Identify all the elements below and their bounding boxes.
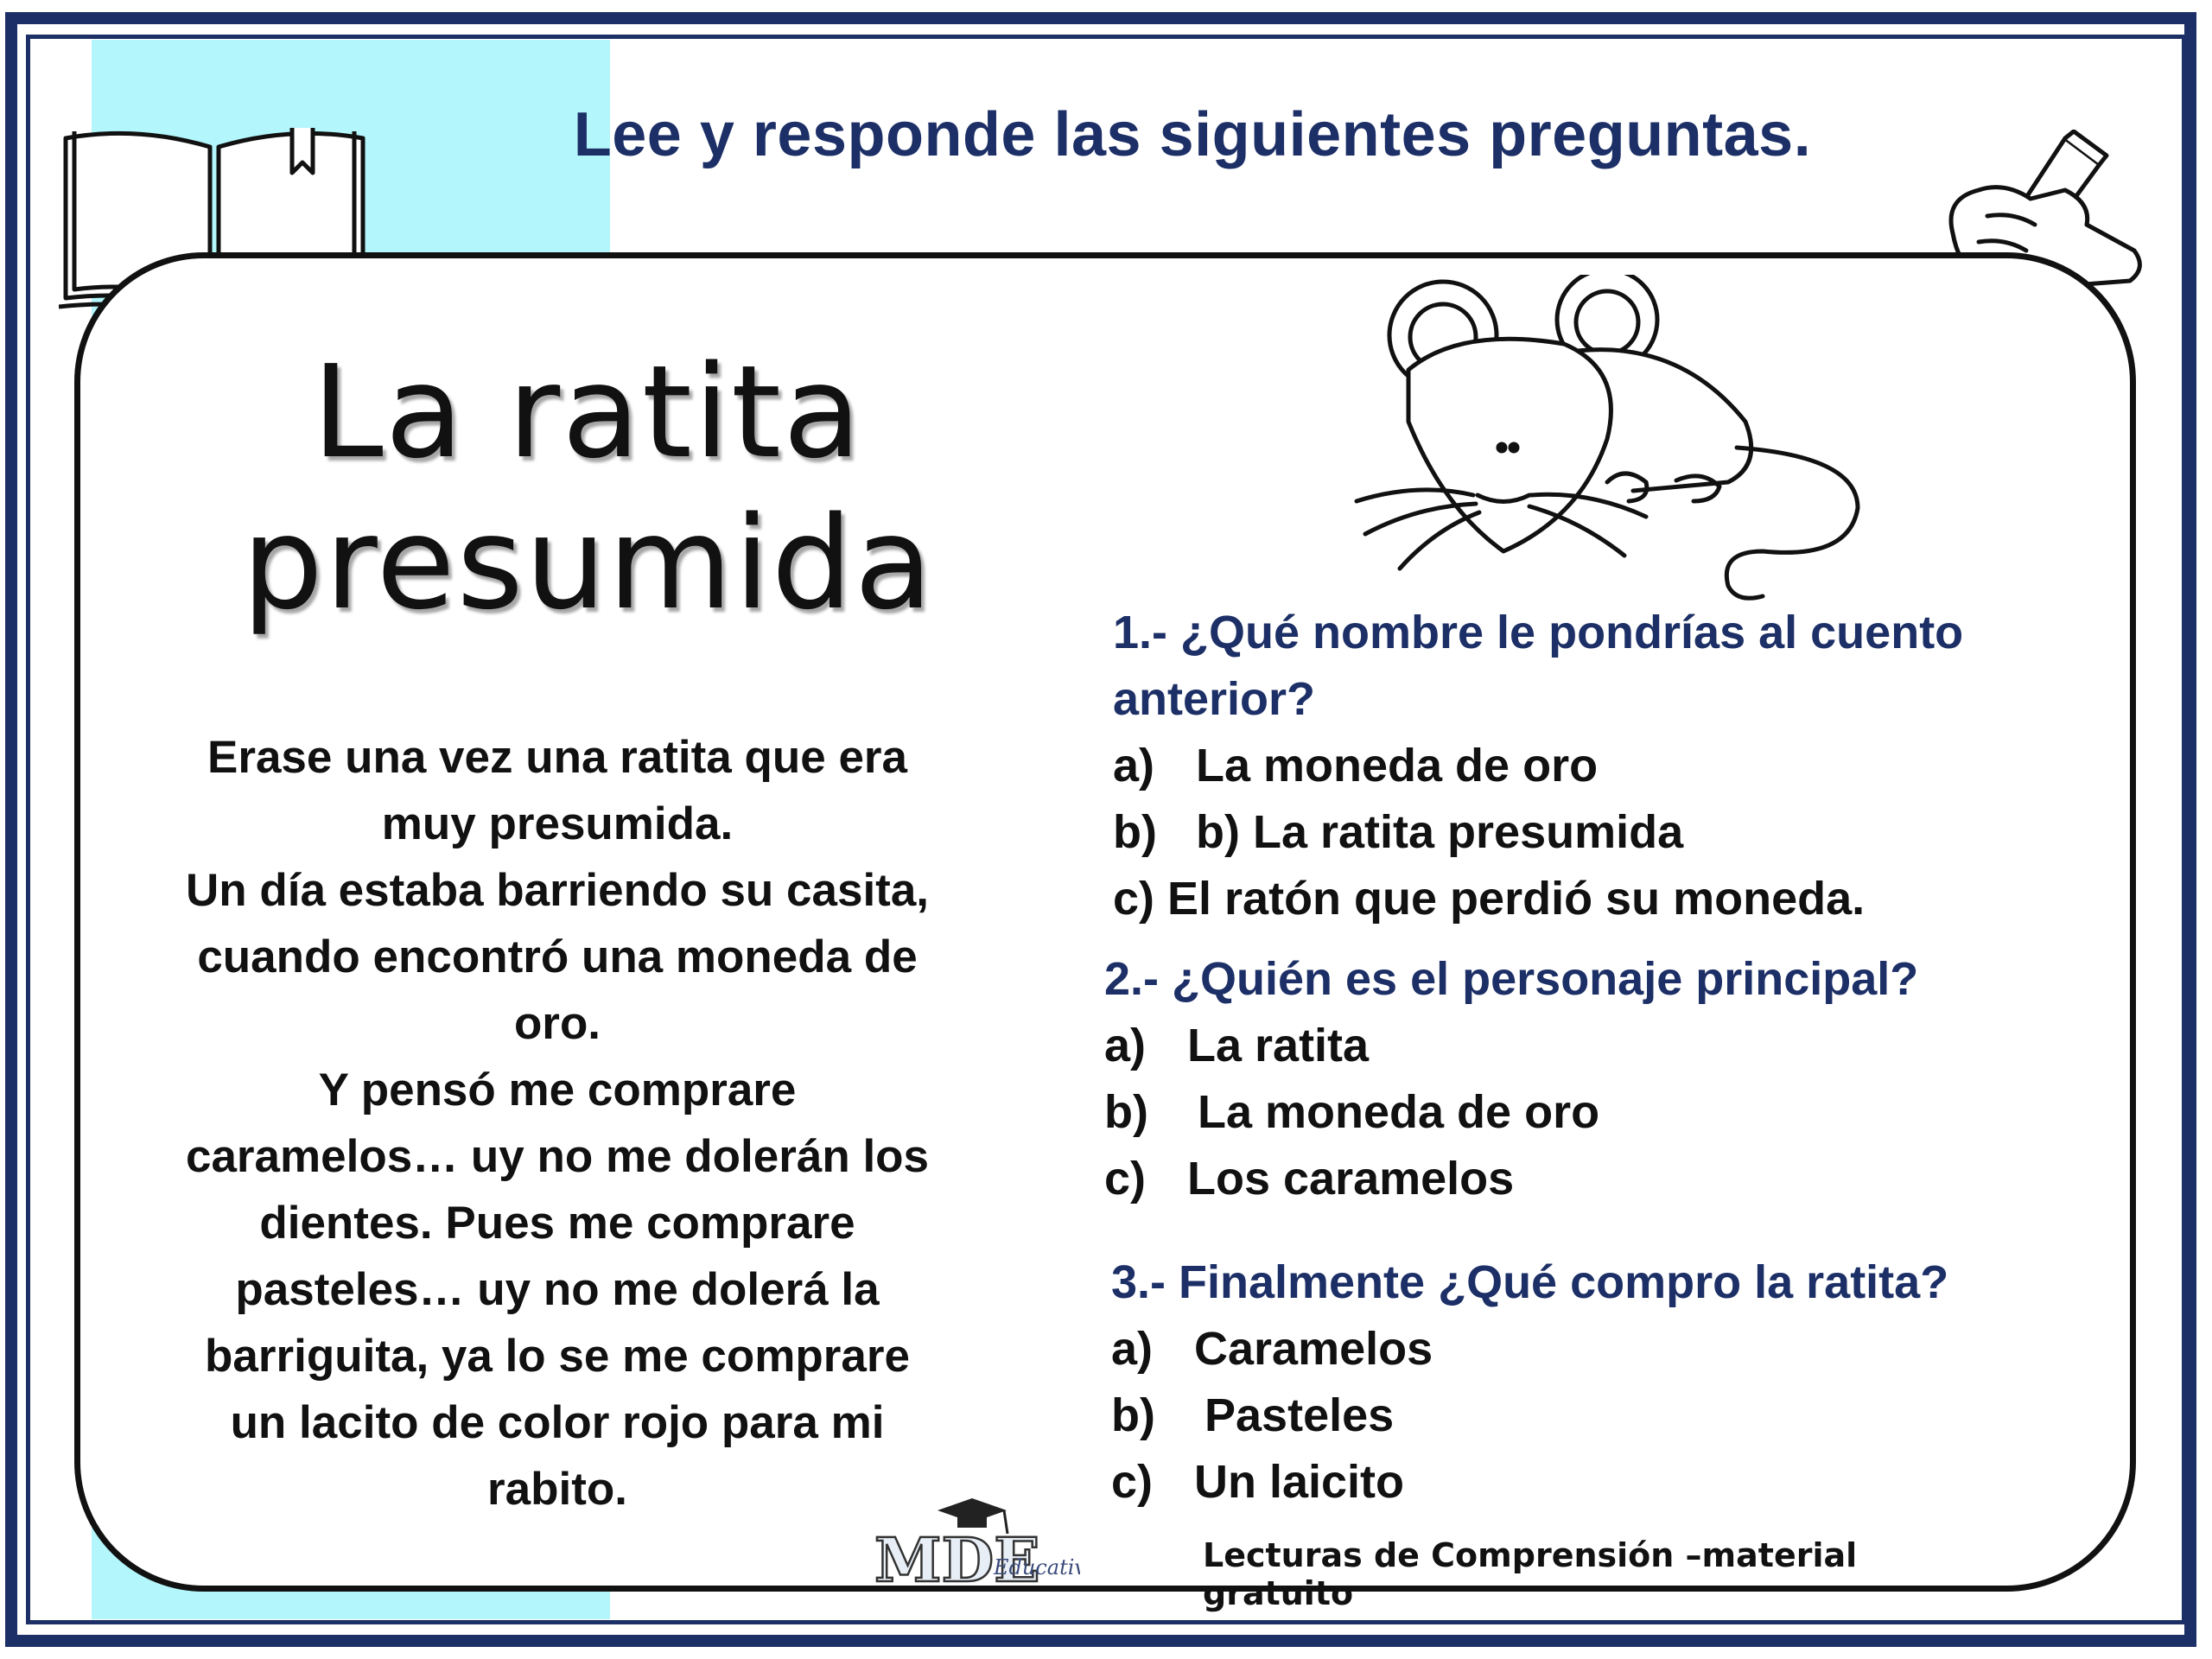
question-1-option-a: [1113, 733, 2098, 799]
option-text: La moneda de oro: [1196, 740, 1599, 791]
story-line: Erase una vez una ratita que era: [207, 732, 908, 783]
story-title-line2: presumida: [242, 489, 935, 638]
option-letter: b): [1111, 1389, 1155, 1441]
story-title-line1: La ratita: [312, 338, 863, 486]
question-1: [1113, 600, 2098, 932]
story-line: barriguita, ya lo se me comprare: [205, 1331, 910, 1382]
option-text: c) El ratón que perdió su moneda.: [1113, 873, 1866, 925]
question-3-option-a: [1111, 1316, 2096, 1382]
story-line: Y pensó me comprare: [318, 1065, 797, 1116]
option-letter: a): [1111, 1323, 1154, 1375]
story-line: rabito.: [487, 1464, 627, 1515]
question-2: [1104, 946, 2089, 1212]
question-2-option-b: [1104, 1079, 2089, 1146]
mde-logo-bottom: [873, 1495, 1080, 1590]
question-2-text: 2.- ¿Quién es el personaje principal?: [1104, 953, 1919, 1005]
story-line: un lacito de color rojo para mi: [230, 1397, 885, 1448]
option-letter: b): [1113, 806, 1157, 858]
option-text: Los caramelos: [1187, 1153, 1515, 1205]
question-1-text-line2: anterior?: [1113, 673, 1316, 725]
mouse-illustration: [1348, 275, 1884, 603]
story-line: pasteles… uy no me dolerá la: [235, 1264, 880, 1315]
option-letter: a): [1113, 740, 1155, 791]
option-letter: c): [1111, 1456, 1154, 1508]
option-letter: b): [1104, 1086, 1148, 1138]
question-1-option-b: [1113, 799, 2098, 866]
option-text: La moneda de oro: [1198, 1086, 1600, 1138]
option-text: Caramelos: [1194, 1323, 1433, 1375]
question-1-text-line1: 1.- ¿Qué nombre le pondrías al cuento: [1113, 607, 1964, 658]
question-3-option-c: [1111, 1449, 2096, 1516]
question-1-option-c: [1113, 866, 2098, 932]
story-title: [242, 337, 933, 639]
page-heading: Lee y responde las siguientes preguntas.: [573, 100, 1812, 169]
story-line: muy presumida.: [381, 798, 734, 849]
option-text: Pasteles: [1205, 1389, 1395, 1441]
logo-script: Educati: [994, 1555, 1075, 1580]
question-2-option-c: [1104, 1146, 2089, 1212]
story-line: cuando encontró una moneda de: [197, 931, 918, 982]
story-line: caramelos… uy no me dolerán los: [185, 1131, 930, 1182]
story-line: oro.: [513, 998, 601, 1049]
question-3-text: 3.- Finalmente ¿Qué compro la ratita?: [1111, 1256, 1949, 1308]
option-text: La ratita: [1187, 1020, 1370, 1071]
question-3-option-b: [1111, 1382, 2096, 1449]
option-letter: c): [1104, 1153, 1147, 1205]
story-line: dientes. Pues me comprare: [259, 1198, 855, 1249]
logo-letters: MDE: [874, 1524, 1040, 1590]
option-letter: a): [1104, 1020, 1147, 1071]
option-text: b) La ratita presumida: [1196, 806, 1684, 858]
story-text: [156, 724, 959, 1522]
option-text: Un laicito: [1194, 1456, 1405, 1508]
story-line: Un día estaba barriendo su casita,: [185, 865, 930, 916]
footer-credit: Lecturas de Comprensión –material gratuito: [1203, 1536, 1858, 1612]
question-3: [1111, 1249, 2096, 1516]
question-2-option-a: [1104, 1013, 2089, 1079]
